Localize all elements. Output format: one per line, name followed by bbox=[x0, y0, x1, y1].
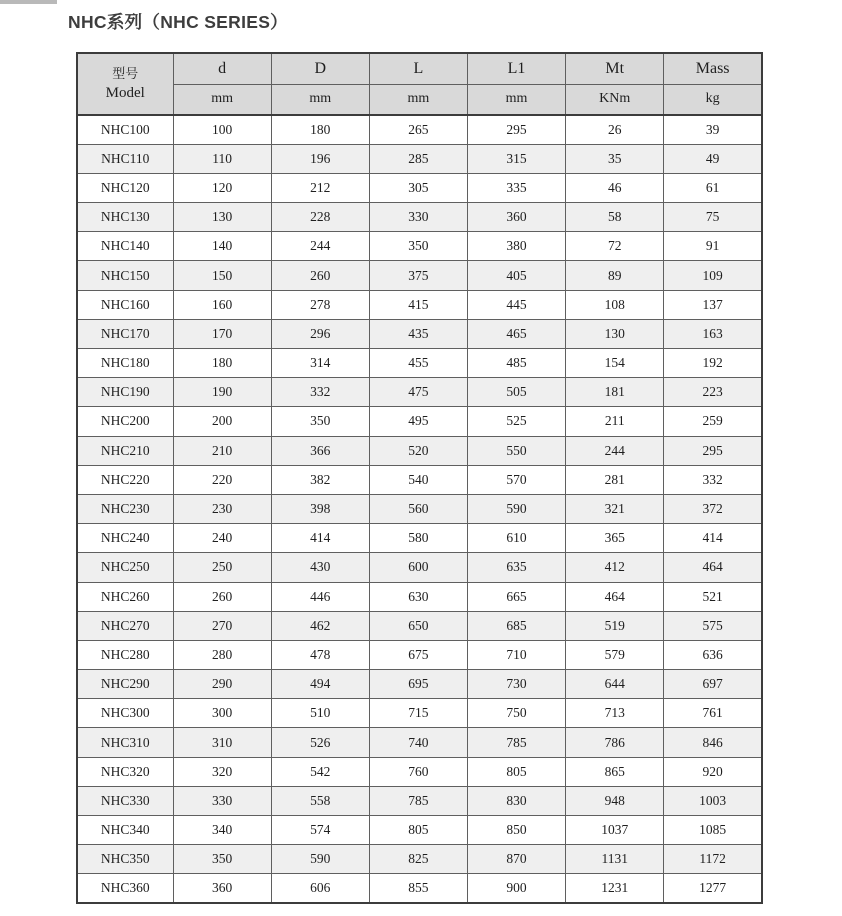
value-cell: 223 bbox=[664, 378, 762, 407]
table-row bbox=[77, 349, 762, 378]
value-cell: 730 bbox=[467, 670, 565, 699]
value-cell: 505 bbox=[467, 378, 565, 407]
column-unit-Mt: KNm bbox=[566, 84, 664, 115]
value-cell: 630 bbox=[369, 582, 467, 611]
value-cell: 494 bbox=[271, 670, 369, 699]
value-cell: 35 bbox=[566, 144, 664, 173]
model-cell: NHC140 bbox=[77, 232, 173, 261]
table-row bbox=[77, 670, 762, 699]
value-cell: 360 bbox=[173, 874, 271, 903]
model-cell: NHC220 bbox=[77, 465, 173, 494]
value-cell: 285 bbox=[369, 144, 467, 173]
value-cell: 855 bbox=[369, 874, 467, 903]
model-cell: NHC100 bbox=[77, 115, 173, 144]
value-cell: 340 bbox=[173, 816, 271, 845]
value-cell: 375 bbox=[369, 261, 467, 290]
table-row bbox=[77, 465, 762, 494]
model-cell: NHC230 bbox=[77, 494, 173, 523]
value-cell: 330 bbox=[173, 786, 271, 815]
value-cell: 89 bbox=[566, 261, 664, 290]
model-header-cn: 型号 bbox=[112, 66, 139, 82]
value-cell: 525 bbox=[467, 407, 565, 436]
model-cell: NHC280 bbox=[77, 640, 173, 669]
model-cell: NHC170 bbox=[77, 319, 173, 348]
value-cell: 786 bbox=[566, 728, 664, 757]
value-cell: 321 bbox=[566, 494, 664, 523]
table-row bbox=[77, 816, 762, 845]
table-body bbox=[77, 115, 762, 903]
value-cell: 259 bbox=[664, 407, 762, 436]
table-row bbox=[77, 757, 762, 786]
value-cell: 414 bbox=[664, 524, 762, 553]
table-row bbox=[77, 319, 762, 348]
value-cell: 495 bbox=[369, 407, 467, 436]
value-cell: 710 bbox=[467, 640, 565, 669]
value-cell: 526 bbox=[271, 728, 369, 757]
value-cell: 785 bbox=[369, 786, 467, 815]
table-row bbox=[77, 611, 762, 640]
value-cell: 475 bbox=[369, 378, 467, 407]
value-cell: 163 bbox=[664, 319, 762, 348]
model-cell: NHC150 bbox=[77, 261, 173, 290]
value-cell: 510 bbox=[271, 699, 369, 728]
model-cell: NHC160 bbox=[77, 290, 173, 319]
value-cell: 360 bbox=[467, 203, 565, 232]
value-cell: 200 bbox=[173, 407, 271, 436]
value-cell: 230 bbox=[173, 494, 271, 523]
value-cell: 265 bbox=[369, 115, 467, 144]
value-cell: 590 bbox=[271, 845, 369, 874]
model-cell: NHC270 bbox=[77, 611, 173, 640]
value-cell: 210 bbox=[173, 436, 271, 465]
value-cell: 405 bbox=[467, 261, 565, 290]
value-cell: 180 bbox=[271, 115, 369, 144]
table-row bbox=[77, 407, 762, 436]
value-cell: 281 bbox=[566, 465, 664, 494]
model-cell: NHC300 bbox=[77, 699, 173, 728]
value-cell: 278 bbox=[271, 290, 369, 319]
value-cell: 415 bbox=[369, 290, 467, 319]
table-row bbox=[77, 640, 762, 669]
value-cell: 606 bbox=[271, 874, 369, 903]
value-cell: 464 bbox=[566, 582, 664, 611]
header-name-row bbox=[77, 53, 762, 84]
model-header-en: Model bbox=[105, 84, 145, 101]
model-cell: NHC310 bbox=[77, 728, 173, 757]
table-row bbox=[77, 786, 762, 815]
value-cell: 580 bbox=[369, 524, 467, 553]
value-cell: 560 bbox=[369, 494, 467, 523]
value-cell: 455 bbox=[369, 349, 467, 378]
value-cell: 46 bbox=[566, 173, 664, 202]
value-cell: 846 bbox=[664, 728, 762, 757]
value-cell: 350 bbox=[369, 232, 467, 261]
model-cell: NHC110 bbox=[77, 144, 173, 173]
value-cell: 270 bbox=[173, 611, 271, 640]
model-cell: NHC210 bbox=[77, 436, 173, 465]
value-cell: 290 bbox=[173, 670, 271, 699]
value-cell: 196 bbox=[271, 144, 369, 173]
value-cell: 244 bbox=[566, 436, 664, 465]
value-cell: 760 bbox=[369, 757, 467, 786]
value-cell: 1172 bbox=[664, 845, 762, 874]
value-cell: 825 bbox=[369, 845, 467, 874]
value-cell: 785 bbox=[467, 728, 565, 757]
value-cell: 1231 bbox=[566, 874, 664, 903]
value-cell: 636 bbox=[664, 640, 762, 669]
column-unit-L: mm bbox=[369, 84, 467, 115]
table-row bbox=[77, 144, 762, 173]
value-cell: 295 bbox=[664, 436, 762, 465]
value-cell: 330 bbox=[369, 203, 467, 232]
header-unit-row bbox=[77, 84, 762, 115]
value-cell: 58 bbox=[566, 203, 664, 232]
value-cell: 665 bbox=[467, 582, 565, 611]
table-row bbox=[77, 115, 762, 144]
value-cell: 280 bbox=[173, 640, 271, 669]
value-cell: 412 bbox=[566, 553, 664, 582]
value-cell: 315 bbox=[467, 144, 565, 173]
value-cell: 244 bbox=[271, 232, 369, 261]
value-cell: 154 bbox=[566, 349, 664, 378]
value-cell: 695 bbox=[369, 670, 467, 699]
scan-artifact bbox=[0, 0, 57, 4]
value-cell: 72 bbox=[566, 232, 664, 261]
value-cell: 462 bbox=[271, 611, 369, 640]
value-cell: 320 bbox=[173, 757, 271, 786]
value-cell: 1003 bbox=[664, 786, 762, 815]
value-cell: 61 bbox=[664, 173, 762, 202]
column-unit-D: mm bbox=[271, 84, 369, 115]
value-cell: 1131 bbox=[566, 845, 664, 874]
value-cell: 211 bbox=[566, 407, 664, 436]
value-cell: 435 bbox=[369, 319, 467, 348]
table-row bbox=[77, 728, 762, 757]
value-cell: 170 bbox=[173, 319, 271, 348]
value-cell: 150 bbox=[173, 261, 271, 290]
value-cell: 675 bbox=[369, 640, 467, 669]
value-cell: 713 bbox=[566, 699, 664, 728]
value-cell: 575 bbox=[664, 611, 762, 640]
model-cell: NHC120 bbox=[77, 173, 173, 202]
value-cell: 137 bbox=[664, 290, 762, 319]
value-cell: 650 bbox=[369, 611, 467, 640]
column-header-L: L bbox=[369, 53, 467, 84]
model-cell: NHC190 bbox=[77, 378, 173, 407]
value-cell: 310 bbox=[173, 728, 271, 757]
value-cell: 228 bbox=[271, 203, 369, 232]
value-cell: 644 bbox=[566, 670, 664, 699]
value-cell: 192 bbox=[664, 349, 762, 378]
value-cell: 445 bbox=[467, 290, 565, 319]
table-row bbox=[77, 845, 762, 874]
value-cell: 296 bbox=[271, 319, 369, 348]
column-header-L1: L1 bbox=[467, 53, 565, 84]
column-header-model bbox=[77, 53, 173, 115]
value-cell: 260 bbox=[271, 261, 369, 290]
model-cell: NHC180 bbox=[77, 349, 173, 378]
model-cell: NHC350 bbox=[77, 845, 173, 874]
nhc-series-table bbox=[76, 52, 763, 904]
value-cell: 478 bbox=[271, 640, 369, 669]
value-cell: 600 bbox=[369, 553, 467, 582]
value-cell: 715 bbox=[369, 699, 467, 728]
value-cell: 350 bbox=[271, 407, 369, 436]
table-row bbox=[77, 232, 762, 261]
column-header-Mass: Mass bbox=[664, 53, 762, 84]
value-cell: 865 bbox=[566, 757, 664, 786]
value-cell: 130 bbox=[566, 319, 664, 348]
table-row bbox=[77, 582, 762, 611]
value-cell: 485 bbox=[467, 349, 565, 378]
value-cell: 414 bbox=[271, 524, 369, 553]
value-cell: 220 bbox=[173, 465, 271, 494]
table-header bbox=[77, 53, 762, 115]
table-row bbox=[77, 874, 762, 903]
value-cell: 75 bbox=[664, 203, 762, 232]
value-cell: 240 bbox=[173, 524, 271, 553]
model-cell: NHC130 bbox=[77, 203, 173, 232]
column-header-Mt: Mt bbox=[566, 53, 664, 84]
value-cell: 91 bbox=[664, 232, 762, 261]
value-cell: 212 bbox=[271, 173, 369, 202]
value-cell: 190 bbox=[173, 378, 271, 407]
value-cell: 1277 bbox=[664, 874, 762, 903]
model-cell: NHC360 bbox=[77, 874, 173, 903]
value-cell: 610 bbox=[467, 524, 565, 553]
value-cell: 520 bbox=[369, 436, 467, 465]
value-cell: 697 bbox=[664, 670, 762, 699]
table-row bbox=[77, 203, 762, 232]
value-cell: 1085 bbox=[664, 816, 762, 845]
column-header-D: D bbox=[271, 53, 369, 84]
value-cell: 49 bbox=[664, 144, 762, 173]
column-unit-d: mm bbox=[173, 84, 271, 115]
value-cell: 805 bbox=[467, 757, 565, 786]
value-cell: 398 bbox=[271, 494, 369, 523]
column-unit-L1: mm bbox=[467, 84, 565, 115]
value-cell: 372 bbox=[664, 494, 762, 523]
value-cell: 110 bbox=[173, 144, 271, 173]
value-cell: 382 bbox=[271, 465, 369, 494]
value-cell: 380 bbox=[467, 232, 565, 261]
table-row bbox=[77, 436, 762, 465]
value-cell: 365 bbox=[566, 524, 664, 553]
value-cell: 446 bbox=[271, 582, 369, 611]
value-cell: 635 bbox=[467, 553, 565, 582]
value-cell: 300 bbox=[173, 699, 271, 728]
value-cell: 305 bbox=[369, 173, 467, 202]
value-cell: 109 bbox=[664, 261, 762, 290]
value-cell: 181 bbox=[566, 378, 664, 407]
value-cell: 108 bbox=[566, 290, 664, 319]
model-cell: NHC250 bbox=[77, 553, 173, 582]
value-cell: 574 bbox=[271, 816, 369, 845]
value-cell: 542 bbox=[271, 757, 369, 786]
value-cell: 335 bbox=[467, 173, 565, 202]
value-cell: 579 bbox=[566, 640, 664, 669]
value-cell: 920 bbox=[664, 757, 762, 786]
value-cell: 465 bbox=[467, 319, 565, 348]
value-cell: 26 bbox=[566, 115, 664, 144]
value-cell: 830 bbox=[467, 786, 565, 815]
value-cell: 740 bbox=[369, 728, 467, 757]
value-cell: 948 bbox=[566, 786, 664, 815]
model-cell: NHC340 bbox=[77, 816, 173, 845]
model-cell: NHC330 bbox=[77, 786, 173, 815]
value-cell: 350 bbox=[173, 845, 271, 874]
value-cell: 464 bbox=[664, 553, 762, 582]
value-cell: 900 bbox=[467, 874, 565, 903]
value-cell: 39 bbox=[664, 115, 762, 144]
value-cell: 750 bbox=[467, 699, 565, 728]
column-header-d: d bbox=[173, 53, 271, 84]
value-cell: 870 bbox=[467, 845, 565, 874]
value-cell: 1037 bbox=[566, 816, 664, 845]
table-row bbox=[77, 524, 762, 553]
value-cell: 366 bbox=[271, 436, 369, 465]
value-cell: 250 bbox=[173, 553, 271, 582]
table-row bbox=[77, 553, 762, 582]
value-cell: 120 bbox=[173, 173, 271, 202]
table-row bbox=[77, 261, 762, 290]
column-unit-Mass: kg bbox=[664, 84, 762, 115]
value-cell: 521 bbox=[664, 582, 762, 611]
model-cell: NHC260 bbox=[77, 582, 173, 611]
value-cell: 140 bbox=[173, 232, 271, 261]
value-cell: 332 bbox=[271, 378, 369, 407]
table-row bbox=[77, 290, 762, 319]
value-cell: 805 bbox=[369, 816, 467, 845]
value-cell: 540 bbox=[369, 465, 467, 494]
value-cell: 590 bbox=[467, 494, 565, 523]
value-cell: 180 bbox=[173, 349, 271, 378]
value-cell: 570 bbox=[467, 465, 565, 494]
table-row bbox=[77, 378, 762, 407]
value-cell: 761 bbox=[664, 699, 762, 728]
value-cell: 295 bbox=[467, 115, 565, 144]
table-row bbox=[77, 494, 762, 523]
value-cell: 430 bbox=[271, 553, 369, 582]
value-cell: 260 bbox=[173, 582, 271, 611]
value-cell: 100 bbox=[173, 115, 271, 144]
value-cell: 332 bbox=[664, 465, 762, 494]
model-cell: NHC320 bbox=[77, 757, 173, 786]
model-cell: NHC240 bbox=[77, 524, 173, 553]
value-cell: 314 bbox=[271, 349, 369, 378]
model-cell: NHC290 bbox=[77, 670, 173, 699]
value-cell: 160 bbox=[173, 290, 271, 319]
value-cell: 550 bbox=[467, 436, 565, 465]
value-cell: 130 bbox=[173, 203, 271, 232]
table-row bbox=[77, 699, 762, 728]
value-cell: 850 bbox=[467, 816, 565, 845]
model-cell: NHC200 bbox=[77, 407, 173, 436]
value-cell: 519 bbox=[566, 611, 664, 640]
table-row bbox=[77, 173, 762, 202]
page-title: NHC系列（NHC SERIES） bbox=[68, 12, 288, 32]
value-cell: 558 bbox=[271, 786, 369, 815]
value-cell: 685 bbox=[467, 611, 565, 640]
